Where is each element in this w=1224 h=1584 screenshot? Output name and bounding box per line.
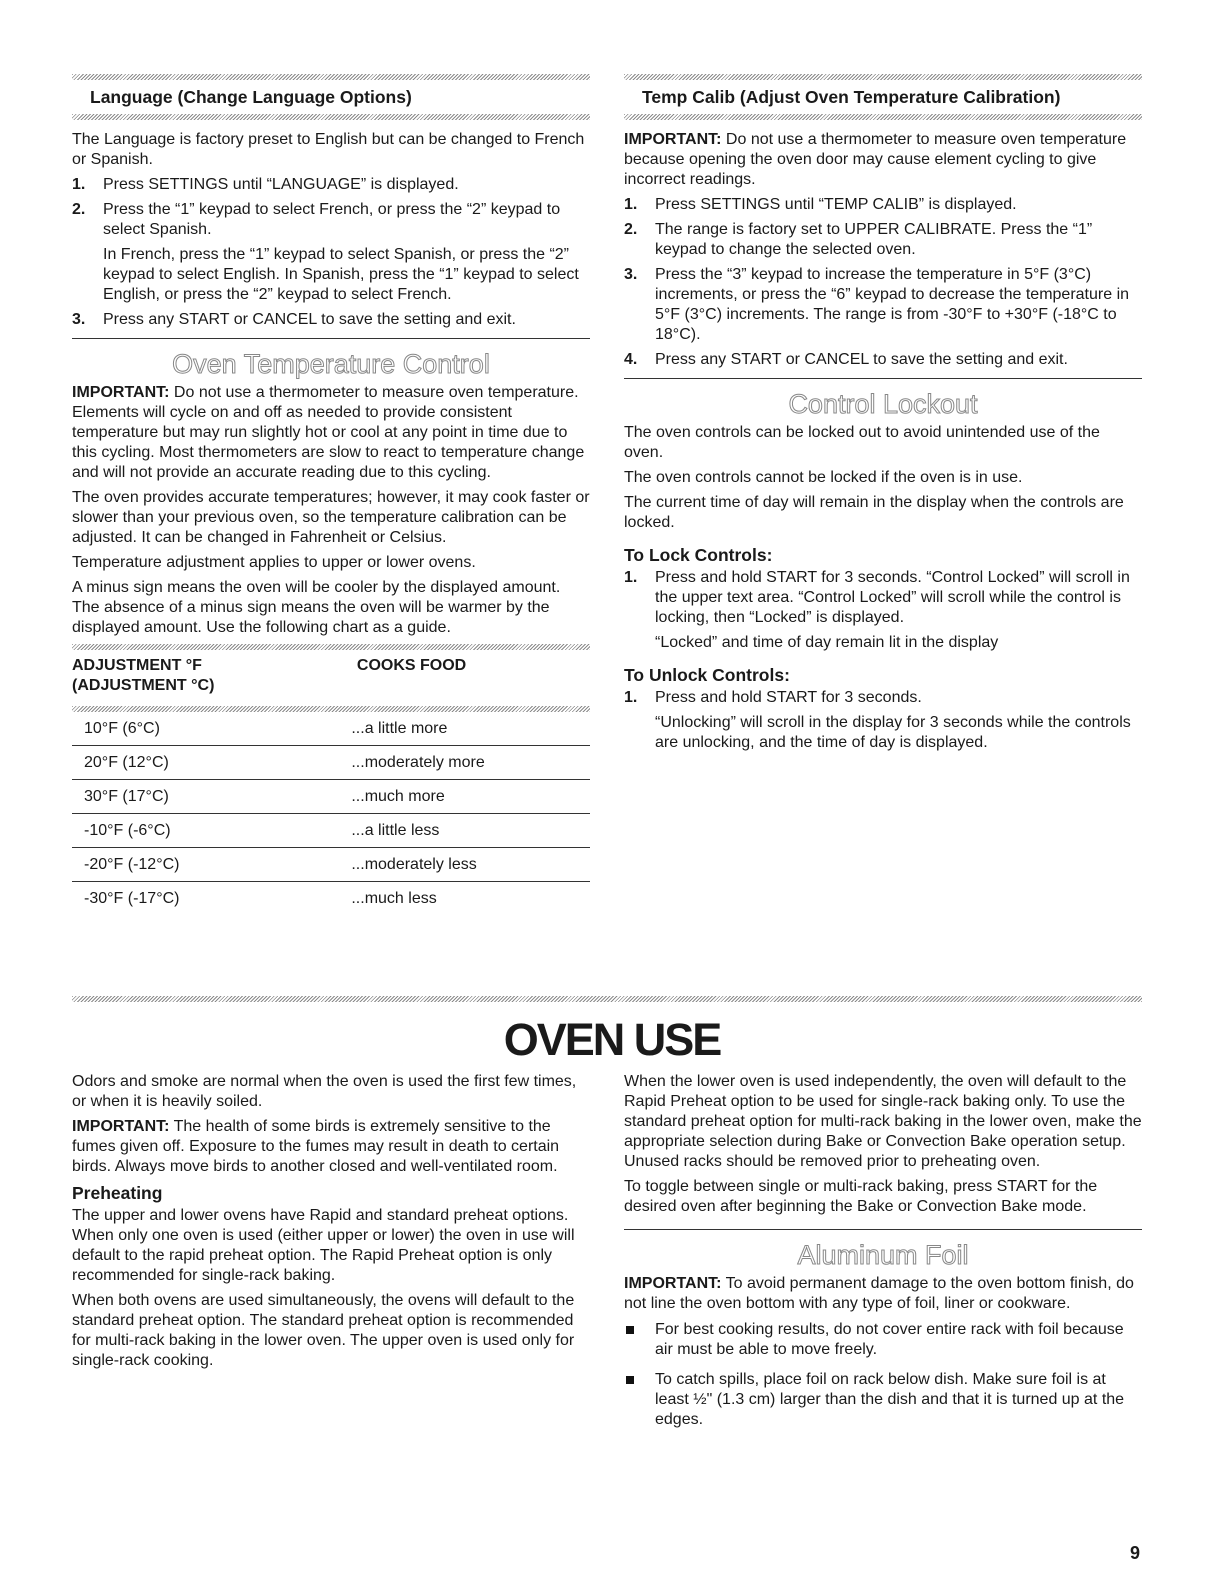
adjustment-table <box>72 650 590 706</box>
aluminum-foil-title: Aluminum Foil <box>797 1240 969 1270</box>
language-steps <box>72 175 590 330</box>
table-row: -30°F (-17°C) ...much less <box>84 890 437 907</box>
page-title: OVEN USE <box>503 1014 721 1065</box>
oven-use-right-column <box>624 1072 1142 1440</box>
section-divider <box>72 114 590 120</box>
oven-use-paragraph: To toggle between single or multi-rack baking, press START for the desired oven after beginning the Bake or Convection Bake mode. <box>624 1178 1098 1215</box>
square-bullet-icon <box>626 1376 634 1384</box>
unlock-steps <box>624 688 1142 753</box>
section-divider <box>624 74 1142 80</box>
table-row: 20°F (12°C) ...moderately more <box>72 746 590 780</box>
oven-temp-important: IMPORTANT: Do not use a thermometer to measure oven temperature. Elements will cycle on and off as needed to provide consistent temperature but may run slightly hot or cool at any point in time due to this cycling. Most thermometers are slow to react to temperature change and will not provide an accurate reading due to this cycling. <box>72 384 585 481</box>
oven-use-left-column <box>72 1072 590 1376</box>
list-item: 3. Press the “3” keypad to increase the temperature in 5°F (3°C) increments, or press the “6” keypad to decrease the temperature in 5°F (3°C) increments. The range is from -30°F to +30°F (-18°C to 18°C). <box>624 266 1130 343</box>
list-item: 2. The range is factory set to UPPER CALIBRATE. Press the “1” keypad to change the selected oven. <box>624 221 1093 258</box>
temp-calib-steps <box>624 195 1142 370</box>
section-divider <box>624 114 1142 120</box>
cooks-food-column-header: COOKS FOOD <box>356 657 467 674</box>
section-divider <box>72 74 590 80</box>
preheating-paragraph: When both ovens are used simultaneously, the ovens will default to the standard preheat option. The standard preheat option is recommended for multi-rack baking in the lower oven. The upper oven is used only for single-rack cooking. <box>72 1292 575 1369</box>
adjustment-column-header: ADJUSTMENT °F (ADJUSTMENT °C) <box>72 657 215 694</box>
left-top-column <box>72 74 590 915</box>
table-header-row <box>72 650 590 706</box>
preheating-heading: Preheating <box>72 1183 163 1203</box>
oven-use-important: IMPORTANT: The health of some birds is extremely sensitive to the fumes given off. Exposure to the fumes may result in death to certain birds. Always move birds to another closed and well-ventilated room. <box>72 1118 560 1175</box>
page-number: 9 <box>1130 1543 1141 1563</box>
table-row: 30°F (17°C) ...much more <box>72 780 590 814</box>
adjustment-table-body <box>72 712 590 915</box>
control-lockout-title: Control Lockout <box>788 389 978 419</box>
right-top-column <box>624 74 1142 758</box>
foil-bullets <box>624 1320 1142 1430</box>
list-item: To catch spills, place foil on rack below dish. Make sure foil is at least ½" (1.3 cm) larger than the dish and that it is turned up at the edges. <box>624 1370 1142 1430</box>
language-intro: The Language is factory preset to English but can be changed to French or Spanish. <box>72 131 585 168</box>
list-item: 3. Press any START or CANCEL to save the setting and exit. <box>72 311 516 328</box>
list-item: 1. Press SETTINGS until “LANGUAGE” is displayed. <box>72 176 459 193</box>
oven-temp-paragraph: Temperature adjustment applies to upper or lower ovens. <box>72 554 476 571</box>
oven-use-paragraph: When the lower oven is used independently, the oven will default to the Rapid Preheat option to be used for single-rack baking only. To use the standard preheat option for multi-rack baking in the lower oven, make the appropriate selection during Bake or Convection Bake operation setup. Unused racks should be removed prior to preheating oven. <box>624 1073 1142 1170</box>
oven-temp-paragraph: A minus sign means the oven will be cooler by the displayed amount. The absence of a minus sign means the oven will be warmer by the displayed amount. Use the following chart as a guide. <box>72 579 561 636</box>
square-bullet-icon <box>626 1326 634 1334</box>
temp-calib-heading: Temp Calib (Adjust Oven Temperature Calibration) <box>642 87 1061 107</box>
lock-steps <box>624 568 1142 653</box>
language-heading: Language (Change Language Options) <box>90 87 412 107</box>
list-item: 1. Press and hold START for 3 seconds. “Control Locked” will scroll in the upper text area. “Control Locked” will scroll while the control is locking, then “Locked” is displayed. “Locked” and time of day remain lit in the display <box>624 569 1130 651</box>
list-item: 2. Press the “1” keypad to select French, or press the “2” keypad to select Spanish. In French, press the “1” keypad to select Spanish, or press the “2” keypad to select English. In Spanish, press the “1” keypad to select English, or press the “2” keypad to select French. <box>72 201 579 303</box>
oven-temp-paragraph: The oven provides accurate temperatures; however, it may cook faster or slower than your previous oven, so the temperature calibration can be adjusted. It can be changed in Fahrenheit or Celsius. <box>72 489 590 546</box>
temp-calib-important: IMPORTANT: Do not use a thermometer to measure oven temperature because opening the oven door may cause element cycling to give incorrect readings. <box>624 131 1127 188</box>
lockout-paragraph: The current time of day will remain in the display when the controls are locked. <box>624 494 1124 531</box>
oven-use-paragraph: Odors and smoke are normal when the oven is used the first few times, or when it is heavily soiled. <box>72 1073 577 1110</box>
page-divider <box>72 996 1142 1002</box>
preheating-paragraph: The upper and lower ovens have Rapid and standard preheat options. When only one oven is used (either upper or lower) the oven in use will default to the rapid preheat option. The Rapid Preheat option is only recommended for single-rack baking. <box>72 1207 575 1284</box>
oven-temperature-control-title: Oven Temperature Control <box>172 349 490 379</box>
list-item: For best cooking results, do not cover entire rack with foil because air must be able to move freely. <box>624 1320 1142 1360</box>
unlock-controls-heading: To Unlock Controls: <box>624 665 790 685</box>
list-item: 1. Press and hold START for 3 seconds. “Unlocking” will scroll in the display for 3 seconds while the controls are unlocking, and the time of day is displayed. <box>624 689 1131 751</box>
lockout-paragraph: The oven controls cannot be locked if the oven is in use. <box>624 469 1023 486</box>
lockout-paragraph: The oven controls can be locked out to avoid unintended use of the oven. <box>624 424 1100 461</box>
table-row: -20°F (-12°C) ...moderately less <box>72 848 590 882</box>
foil-important: IMPORTANT: To avoid permanent damage to the oven bottom finish, do not line the oven bottom with any type of foil, liner or cookware. <box>624 1275 1134 1312</box>
table-row: -10°F (-6°C) ...a little less <box>72 814 590 848</box>
divider <box>624 378 1142 379</box>
divider <box>624 1229 1142 1230</box>
lock-controls-heading: To Lock Controls: <box>624 545 773 565</box>
list-item: 1. Press SETTINGS until “TEMP CALIB” is displayed. <box>624 196 1017 213</box>
divider <box>72 338 590 339</box>
table-row: 10°F (6°C) ...a little more <box>72 712 590 746</box>
list-item: 4. Press any START or CANCEL to save the setting and exit. <box>624 351 1068 368</box>
